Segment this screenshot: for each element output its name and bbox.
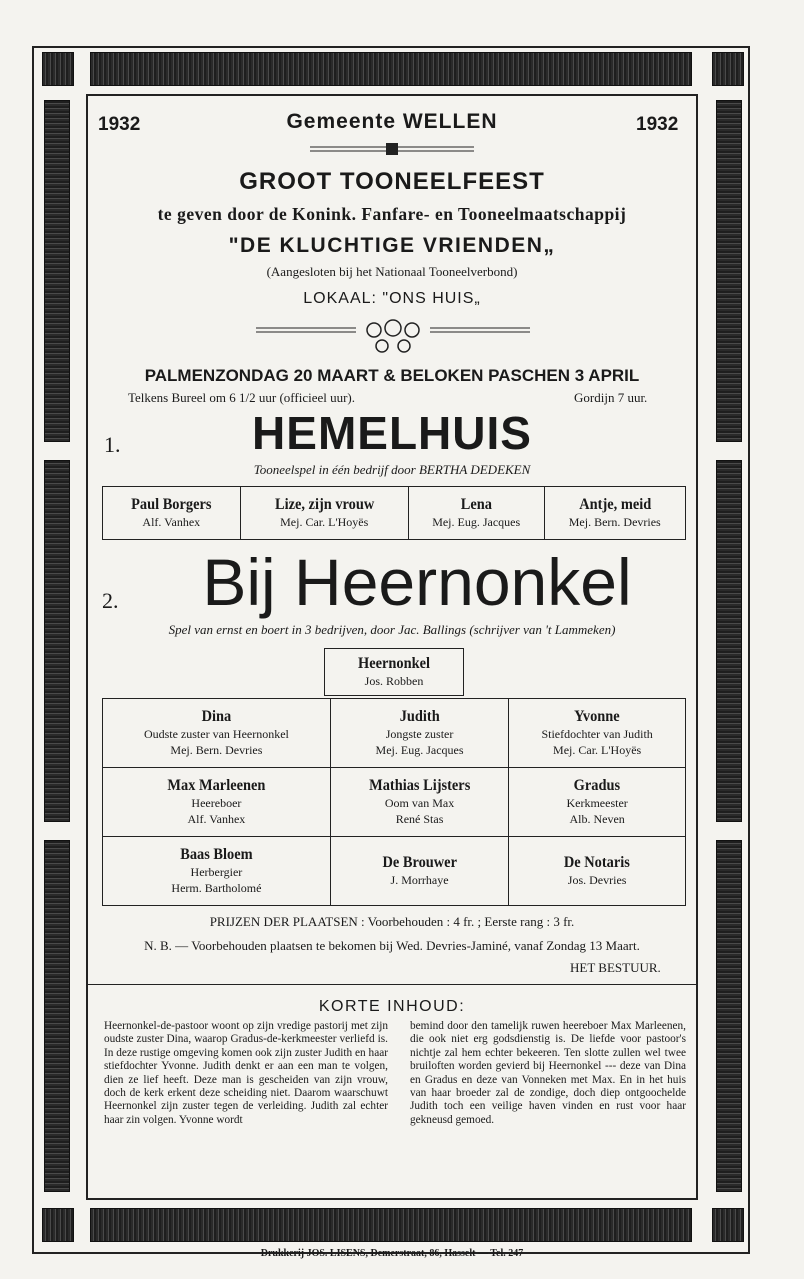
cast-cell — [103, 487, 241, 540]
bottom-band — [90, 1208, 692, 1242]
society-name: "DE KLUCHTIGE VRIENDEN„ — [228, 234, 556, 257]
municipality: Gemeente WELLEN — [286, 110, 498, 133]
cast-role: Judith — [399, 708, 440, 725]
lead-actor: Jos. Robben — [364, 674, 424, 688]
cast-actor: Mej. Car. L'Hoyës — [553, 743, 642, 757]
summary-column-1: Heernonkel-de-pastoor woont op zijn vredige pastorij met zijn oudste zuster Dina, waarop Gradus-de-kerkmeester verliefd is. In deze rustige omgeving komen ook zijn zuster Judith en haar stiefdochter Yvonne. Judith denkt er aan een man te volgen, dien ze lief heeft. Deze man is gescheiden van zijn vrouw, doch de kerk erkent deze scheiding niet. Daarom waarschuwt Heernonkel zijn zuster tegen de verleiding. Judith zal echter haar zin volgen. Yvonne wordt — [104, 1020, 388, 1126]
right-band-1 — [716, 100, 742, 442]
play2-cast-table — [102, 698, 686, 906]
play1-subtitle: Tooneelspel in één bedrijf door BERTHA DEDEKEN — [253, 462, 531, 477]
cast-role: De Notaris — [564, 854, 631, 871]
affiliation: (Aangesloten bij het Nationaal Tooneelverbond) — [266, 264, 518, 279]
cast-actor: Herm. Bartholomé — [171, 881, 262, 895]
year-right: 1932 — [636, 114, 679, 135]
cast-role: Gradus — [573, 777, 621, 794]
prices: PRIJZEN DER PLAATSEN : Voorbehouden : 4 fr. ; Eerste rang : 3 fr. — [209, 914, 575, 929]
cast-role: Dina — [201, 708, 232, 725]
event-title: GROOT TOONEELFEEST — [239, 168, 545, 195]
cast-role: Max Marleenen — [167, 777, 266, 794]
cast-actor: Mej. Eug. Jacques — [375, 743, 464, 757]
cast-cell — [103, 768, 331, 837]
left-band-3 — [44, 840, 70, 1192]
cast-cell — [509, 699, 686, 768]
summary-column-2: bemind door den tamelijk ruwen heereboer Max Marleenen, die ook niet erg godsdienstig is. De liefde voor pastoor's nichtje zal hem echter bekeeren. Ten slotte zullen wel twee bruiloften worden gevierd bij Heernonkel --- deze van Dina en Gradus en deze van Vonneken met Max. En in het huis van haar broeder zal de zondige, doch diep ontgoochelde Judith toch een veilige haven vinden en rust voor haar gekneusd gemoed. — [410, 1020, 686, 1126]
cast-role: Paul Borgers — [131, 496, 212, 513]
cast-description: Oudste zuster van Heernonkel — [143, 727, 289, 741]
cast-role: Antje, meid — [578, 496, 651, 513]
cast-actor: Mej. Car. L'Hoyës — [280, 515, 369, 529]
cast-description: Oom van Max — [384, 796, 455, 810]
cast-actor: J. Morrhaye — [390, 873, 449, 887]
cast-cell — [544, 487, 686, 540]
venue: LOKAAL: "ONS HUIS„ — [303, 290, 481, 307]
cast-actor: Mej. Bern. Devries — [568, 515, 661, 529]
corner-br — [712, 1208, 744, 1242]
cast-description: Heereboer — [191, 796, 242, 810]
left-band-1 — [44, 100, 70, 442]
summary-divider — [88, 984, 696, 985]
lead-cast-box — [324, 648, 464, 696]
printer-credit: Drukkerij JOS. LISENS, Demerstraat, 86, Hasselt — Tel. 247 — [260, 1248, 524, 1259]
play2-number: 2. — [102, 588, 119, 613]
cast-description: Kerkmeester — [566, 796, 628, 810]
cast-actor: Mej. Eug. Jacques — [432, 515, 521, 529]
cast-cell — [103, 699, 331, 768]
cast-cell — [330, 699, 508, 768]
cast-cell — [330, 768, 508, 837]
cast-role: De Brouwer — [382, 854, 457, 871]
cast-role: Lena — [460, 496, 492, 513]
top-band — [90, 52, 692, 86]
cast-role: Mathias Lijsters — [368, 777, 471, 794]
corner-tl — [42, 52, 74, 86]
corner-tr — [712, 52, 744, 86]
cast-actor: Alf. Vanhex — [142, 515, 201, 529]
cast-role: Lize, zijn vrouw — [274, 496, 374, 513]
signature: HET BESTUUR. — [570, 960, 661, 975]
left-band-2 — [44, 460, 70, 822]
curtain-time: Gordijn 7 uur. — [574, 390, 648, 405]
rose-ornament — [256, 314, 530, 358]
corner-bl — [42, 1208, 74, 1242]
cast-cell — [509, 768, 686, 837]
year-left: 1932 — [98, 114, 141, 135]
cast-cell — [240, 487, 408, 540]
cast-role: Baas Bloem — [180, 846, 253, 863]
cast-cell — [330, 837, 508, 906]
cast-cell — [408, 487, 544, 540]
divider-ornament-1 — [310, 142, 474, 156]
play1-number: 1. — [104, 432, 121, 457]
cast-description: Stiefdochter van Judith — [541, 727, 653, 741]
cast-actor: Jos. Devries — [567, 873, 627, 887]
cast-actor: Alb. Neven — [569, 812, 625, 826]
reservation-note: N. B. — Voorbehouden plaatsen te bekomen bij Wed. Devries-Jaminé, vanaf Zondag 13 Maart. — [144, 938, 640, 953]
cast-actor: Alf. Vanhex — [187, 812, 246, 826]
play1-cast-table — [102, 486, 686, 540]
summary-heading: KORTE INHOUD: — [318, 998, 466, 1015]
right-band-3 — [716, 840, 742, 1192]
cast-actor: René Stas — [395, 812, 444, 826]
right-band-2 — [716, 460, 742, 822]
cast-role: Yvonne — [574, 708, 620, 725]
cast-actor: Mej. Bern. Devries — [170, 743, 263, 757]
play2-subtitle: Spel van ernst en boert in 3 bedrijven, door Jac. Ballings (schrijver van 't Lammeken) — [168, 622, 616, 637]
play1-title: HEMELHUIS — [252, 407, 532, 459]
play2-title: Bij Heernonkel — [202, 545, 632, 619]
cast-description: Jongste zuster — [385, 727, 454, 741]
performance-dates: PALMENZONDAG 20 MAART & BELOKEN PASCHEN 3 APRIL — [144, 366, 640, 385]
cast-cell — [509, 837, 686, 906]
office-time: Telkens Bureel om 6 1/2 uur (officieel uur). — [128, 390, 356, 405]
cast-description: Herbergier — [190, 865, 243, 879]
cast-cell — [103, 837, 331, 906]
organizer-line: te geven door de Konink. Fanfare- en Tooneelmaatschappij — [157, 204, 627, 224]
lead-role: Heernonkel — [358, 655, 430, 672]
